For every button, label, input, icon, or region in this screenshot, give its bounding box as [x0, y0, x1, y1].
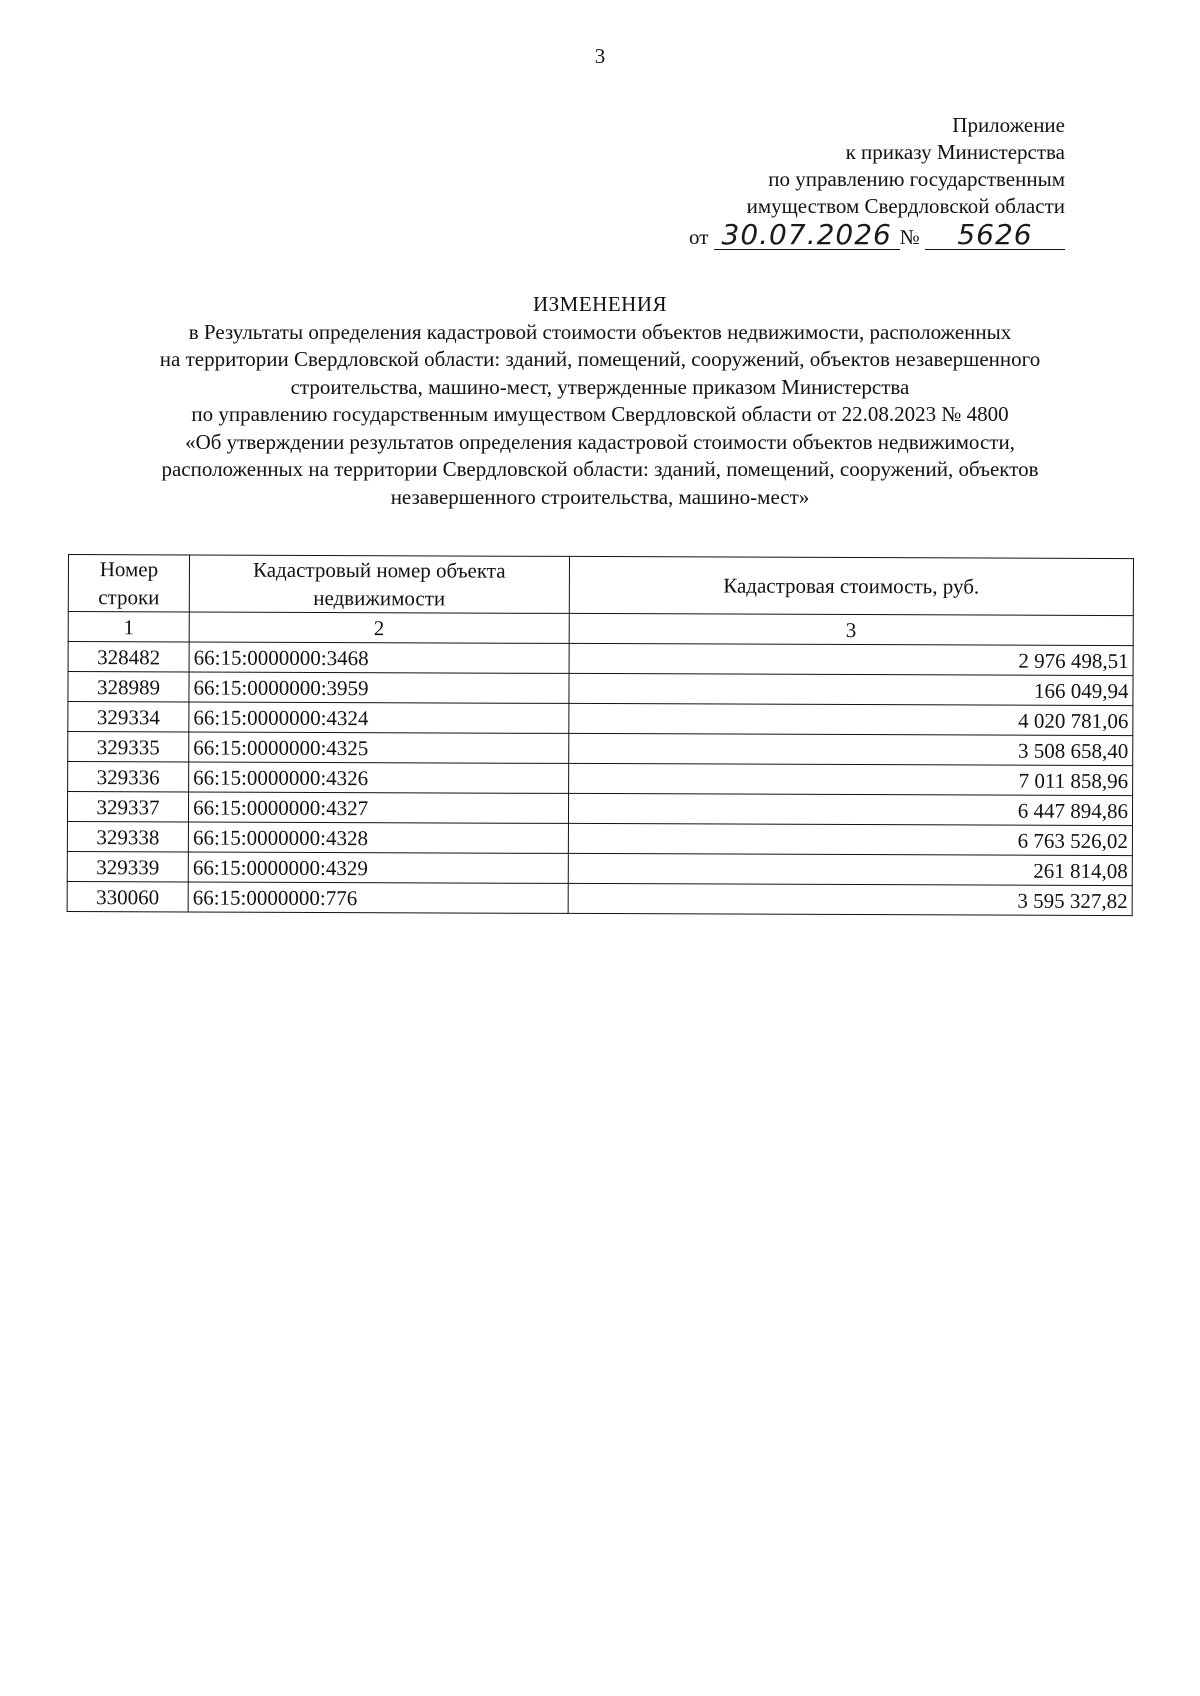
cadastral-value-cell: 166 049,94 [569, 673, 1133, 705]
cadastral-number-cell: 66:15:0000000:4329 [188, 852, 568, 883]
row-number-cell: 329336 [68, 762, 189, 792]
row-number-cell: 329339 [67, 851, 188, 881]
row-number-cell: 328989 [68, 672, 189, 702]
description-line: расположенных на территории Свердловской области: зданий, помещений, сооружений, объектов [161, 457, 1039, 481]
row-number-cell: 329335 [68, 732, 189, 762]
table-row [68, 702, 1133, 736]
column-number-row [68, 612, 1133, 646]
appendix-line: имуществом Свердловской области [746, 194, 1065, 218]
header-cadastral-value: Кадастровая стоимость, руб. [569, 556, 1134, 615]
description-line: строительства, машино-мест, утвержденные приказом Министерства [290, 374, 910, 399]
row-number-cell: 329334 [68, 702, 189, 732]
table-row [67, 851, 1132, 885]
table-row [67, 881, 1132, 915]
cadastral-value-cell: 3 595 327,82 [568, 883, 1132, 915]
number-prefix: № [899, 225, 920, 249]
description-line: в Результаты определения кадастровой стоимости объектов недвижимости, расположенных [188, 319, 1012, 344]
description-line: «Об утверждении результатов определения кадастровой стоимости объектов недвижимости, [185, 429, 1015, 454]
cadastral-value-cell: 3 508 658,40 [568, 733, 1132, 765]
date-prefix: от [689, 225, 709, 249]
appendix-line: к приказу Министерства [845, 140, 1065, 164]
cadastral-number-cell: 66:15:0000000:4327 [189, 792, 569, 823]
cadastral-number-cell: 66:15:0000000:4326 [189, 762, 569, 793]
cadastral-number-cell: 66:15:0000000:776 [188, 882, 568, 913]
cadastral-number-cell: 66:15:0000000:4328 [188, 822, 568, 853]
cadastral-number-cell: 66:15:0000000:3959 [189, 672, 569, 703]
table-row [68, 672, 1133, 706]
header-cadastral-number: Кадастровый номер объекта недвижимости [189, 555, 569, 613]
page-number: 3 [594, 44, 606, 68]
appendix-line: по управлению государственным [768, 167, 1065, 191]
column-number: 3 [569, 613, 1133, 645]
description-line: незавершенного строительства, машино-мест» [390, 484, 810, 509]
description-line: по управлению государственным имуществом Свердловской области от 22.08.2023 № 4800 [191, 402, 1009, 426]
table-row [68, 642, 1133, 676]
header-row-number: Номер строки [68, 555, 189, 612]
table-row [67, 821, 1132, 855]
row-number-cell: 329338 [67, 821, 188, 851]
cadastral-value-cell: 261 814,08 [568, 853, 1132, 885]
row-number-cell: 328482 [68, 642, 189, 672]
table-row [68, 762, 1133, 796]
appendix-block [689, 112, 1065, 251]
document-title: ИЗМЕНЕНИЯ [532, 292, 668, 316]
cadastral-number-cell: 66:15:0000000:4324 [189, 702, 569, 733]
cadastral-value-cell: 6 447 894,86 [568, 793, 1132, 825]
column-number: 2 [189, 612, 569, 643]
document-heading [70, 291, 1130, 511]
cadastral-value-cell: 6 763 526,02 [568, 823, 1132, 855]
description-line: на территории Свердловской области: зданий, помещений, сооружений, объектов незавершенного [159, 347, 1041, 371]
handwritten-date: 30.07.2026 [714, 221, 900, 250]
table-row [67, 792, 1132, 826]
cadastral-value-cell: 4 020 781,06 [568, 703, 1132, 735]
handwritten-order-number: 5626 [925, 221, 1065, 250]
row-number-cell: 329337 [67, 792, 188, 822]
row-number-cell: 330060 [67, 881, 188, 911]
cadastral-value-cell: 7 011 858,96 [568, 763, 1132, 795]
table-header-row [68, 555, 1133, 616]
cadastral-number-cell: 66:15:0000000:3468 [189, 642, 569, 673]
cadastral-value-table [67, 554, 1134, 916]
column-number: 1 [68, 612, 189, 642]
cadastral-value-cell: 2 976 498,51 [569, 643, 1133, 675]
appendix-line: Приложение [952, 113, 1065, 137]
cadastral-number-cell: 66:15:0000000:4325 [189, 732, 569, 763]
order-date-number-line [689, 218, 1065, 251]
table-row [68, 732, 1133, 766]
